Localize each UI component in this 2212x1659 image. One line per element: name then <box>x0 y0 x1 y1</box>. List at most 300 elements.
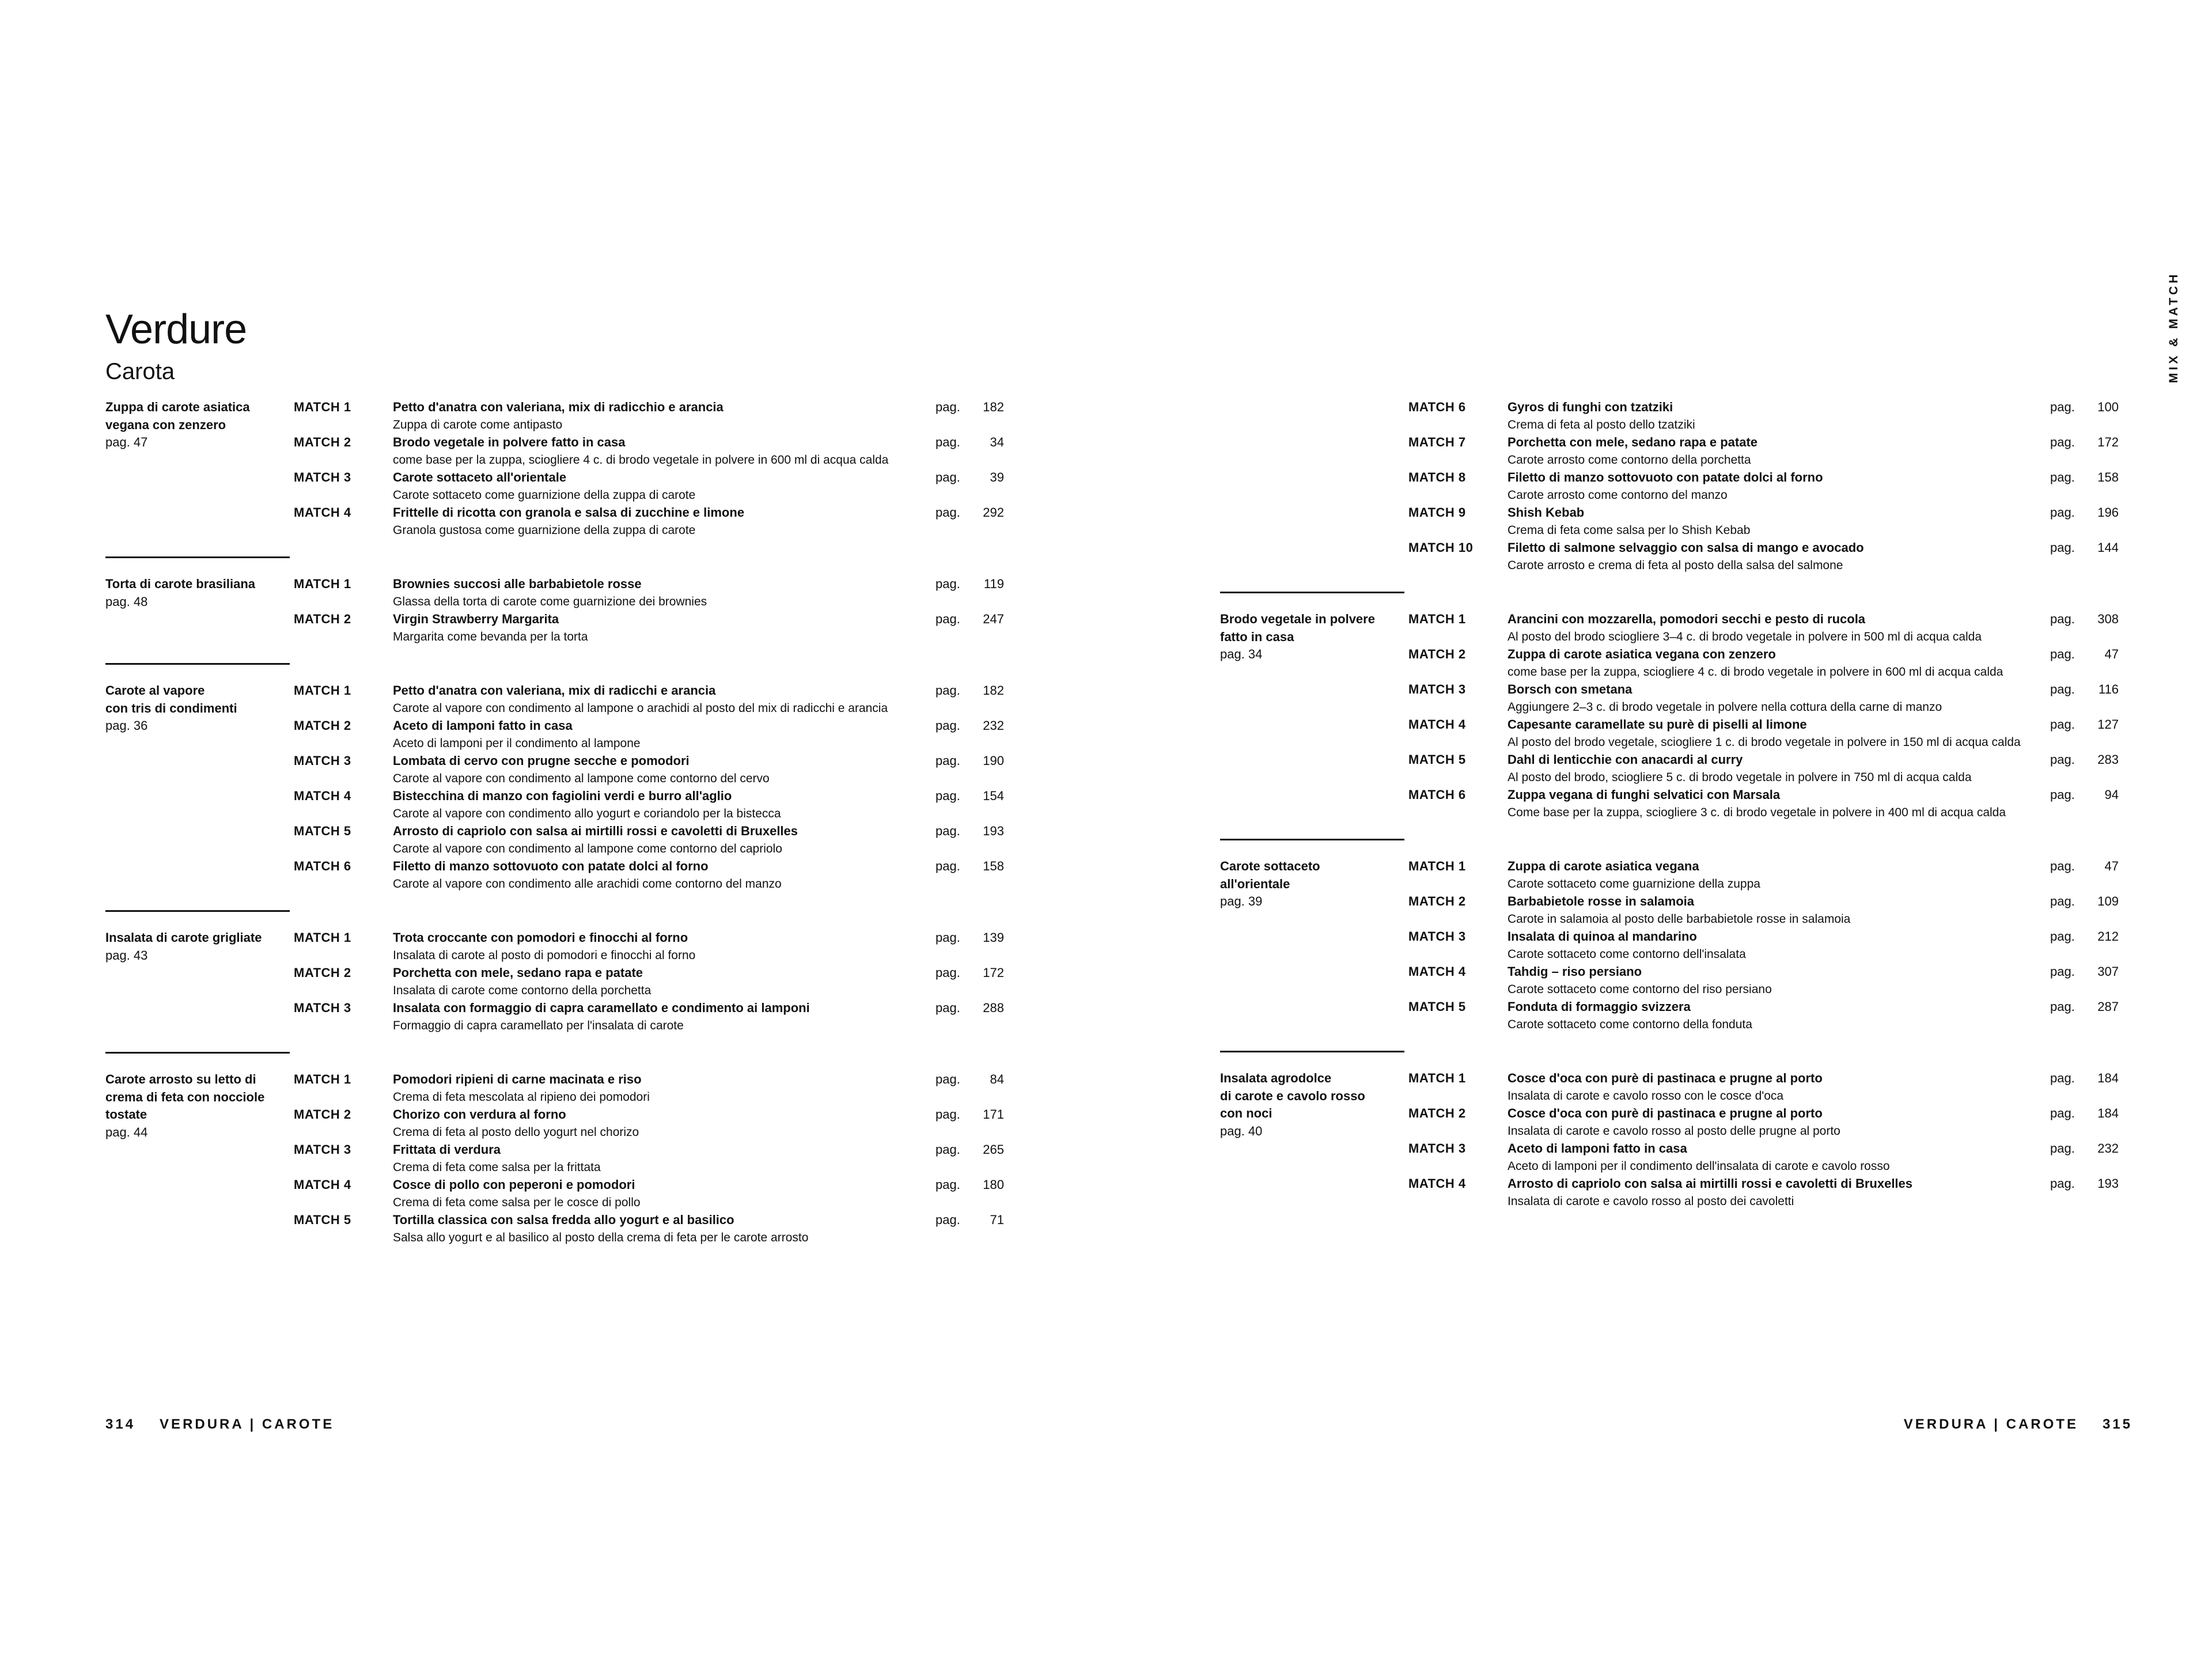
page-abbrev: pag. <box>2050 682 2075 696</box>
match-note: Crema di feta come salsa per lo Shish Kebab <box>1508 523 1751 537</box>
match-recipe-name: Dahl di lenticchie con anacardi al curry <box>1508 752 1743 767</box>
match-recipe-name: Arrosto di capriolo con salsa ai mirtilli rossi e cavoletti di Bruxelles <box>393 824 798 838</box>
match-recipe-name: Virgin Strawberry Margarita <box>393 612 559 626</box>
page-abbrev: pag. <box>2050 1071 2075 1085</box>
match-note: Insalata di carote e cavolo rosso al posto delle prugne al porto <box>1508 1124 1840 1138</box>
match-recipe-name: Arancini con mozzarella, pomodori secchi e pesto di rucola <box>1508 612 1866 626</box>
match-row <box>1408 716 2119 751</box>
match-row <box>294 752 1004 787</box>
match-row <box>1408 681 2119 716</box>
page-number: 34 <box>990 435 1004 449</box>
page-number: 116 <box>2098 682 2119 696</box>
page-number: 184 <box>2097 1106 2119 1120</box>
match-text <box>1508 1175 2043 1210</box>
match-text <box>393 787 929 823</box>
page-abbrev: pag. <box>2050 470 2075 484</box>
match-text <box>1508 963 2043 998</box>
match-note: Granola gustosa come guarnizione della zuppa di carote <box>393 523 696 537</box>
match-recipe-name: Pomodori ripieni di carne macinata e riso <box>393 1072 642 1086</box>
match-note: Carote al vapore con condimento al lampone come contorno del capriolo <box>393 842 782 855</box>
match-note: Carote al vapore con condimento al lampone o arachidi al posto del mix di radicchi e arancia <box>393 701 888 715</box>
page-number: 190 <box>983 753 1004 768</box>
recipe-block <box>105 399 1004 539</box>
match-text <box>1508 504 2043 539</box>
footer-section: VERDURA | CAROTE <box>1903 1416 2078 1432</box>
match-label: MATCH 6 <box>294 859 351 873</box>
match-row <box>294 1106 1004 1141</box>
match-text <box>1508 1105 2043 1140</box>
match-recipe-name: Trota croccante con pomodori e finocchi al forno <box>393 930 688 945</box>
page-abbrev: pag. <box>2050 400 2075 414</box>
match-row <box>1408 1175 2119 1210</box>
match-text <box>1508 858 2043 893</box>
match-note: Al posto del brodo vegetale, sciogliere 1 c. di brodo vegetale in polvere in 150 ml di acqua calda <box>1508 735 2021 749</box>
page-number: 171 <box>983 1107 1004 1122</box>
match-label: MATCH 3 <box>294 1142 351 1157</box>
match-recipe-name: Filetto di manzo sottovuoto con patate dolci al forno <box>1508 470 1823 484</box>
match-text <box>393 399 929 434</box>
match-row <box>1408 504 2119 539</box>
page-abbrev: pag. <box>2050 929 2075 944</box>
match-recipe-name: Insalata di quinoa al mandarino <box>1508 929 1697 944</box>
recipe-block <box>1220 399 2119 574</box>
page-abbrev: pag. <box>935 753 960 768</box>
match-row <box>294 999 1004 1035</box>
match-recipe-name: Aceto di lamponi fatto in casa <box>393 718 573 733</box>
page-abbrev: pag. <box>935 505 960 520</box>
page-number: 180 <box>983 1177 1004 1192</box>
page-number: 47 <box>2104 647 2119 661</box>
match-row <box>1408 539 2119 574</box>
match-label: MATCH 2 <box>1408 647 1466 661</box>
match-note: Insalata di carote e cavolo rosso con le cosce d'oca <box>1508 1089 1784 1103</box>
recipe-block <box>105 929 1004 1035</box>
match-recipe-name: Zuppa di carote asiatica vegana <box>1508 859 1699 873</box>
match-row <box>294 823 1004 858</box>
page-number: 247 <box>983 612 1004 626</box>
page-abbrev: pag. <box>935 435 960 449</box>
match-label: MATCH 1 <box>1408 612 1466 626</box>
match-text <box>1508 1070 2043 1105</box>
match-text <box>1508 1140 2043 1175</box>
section-divider <box>1220 839 1404 840</box>
match-recipe-name: Frittata di verdura <box>393 1142 501 1157</box>
match-recipe-name: Chorizo con verdura al forno <box>393 1107 566 1122</box>
match-note: Crema di feta al posto dello tzatziki <box>1508 418 1695 431</box>
match-label: MATCH 3 <box>1408 682 1466 696</box>
match-list <box>1408 611 2119 821</box>
page-number: 232 <box>2097 1141 2119 1156</box>
recipe-page-ref: pag. 39 <box>1220 894 1263 908</box>
match-note: Carote sottaceto come contorno del riso persiano <box>1508 982 1772 996</box>
match-label: MATCH 1 <box>294 930 351 945</box>
recipe-title: Carote al vapore con tris di condimenti <box>105 683 237 715</box>
match-text <box>393 1071 929 1106</box>
footer-section: VERDURA | CAROTE <box>160 1416 335 1432</box>
recipe-block <box>105 1071 1004 1247</box>
match-text <box>1508 539 2043 574</box>
section-divider <box>105 556 290 558</box>
match-row <box>1408 469 2119 504</box>
page-subtitle: Carota <box>105 359 175 385</box>
page-abbrev: pag. <box>2050 505 2075 520</box>
match-note: Carote arrosto come contorno della porchetta <box>1508 453 1751 467</box>
match-label: MATCH 9 <box>1408 505 1466 520</box>
match-recipe-name: Filetto di salmone selvaggio con salsa di mango e avocado <box>1508 540 1864 555</box>
match-text <box>393 611 929 646</box>
page-number: 158 <box>2097 470 2119 484</box>
page-abbrev: pag. <box>935 683 960 698</box>
match-label: MATCH 2 <box>1408 894 1466 908</box>
page-number: 119 <box>983 577 1004 591</box>
match-note: Glassa della torta di carote come guarnizione dei brownies <box>393 594 707 608</box>
section-divider <box>1220 1051 1404 1052</box>
match-recipe-name: Porchetta con mele, sedano rapa e patate <box>1508 435 1758 449</box>
match-row <box>294 964 1004 999</box>
match-text <box>393 504 929 539</box>
page-abbrev: pag. <box>2050 999 2075 1014</box>
match-row <box>1408 751 2119 786</box>
match-recipe-name: Porchetta con mele, sedano rapa e patate <box>393 965 643 980</box>
match-text <box>393 999 929 1035</box>
match-note: Carote sottaceto come contorno della fonduta <box>1508 1017 1752 1031</box>
section-divider <box>105 1052 290 1054</box>
match-recipe-name: Filetto di manzo sottovuoto con patate dolci al forno <box>393 859 709 873</box>
footer-left <box>105 1416 334 1433</box>
page-number: 158 <box>983 859 1004 873</box>
recipe-title: Carote sottaceto all'orientale <box>1220 859 1320 891</box>
match-note: Insalata di carote come contorno della porchetta <box>393 983 652 997</box>
match-recipe-name: Lombata di cervo con prugne secche e pomodori <box>393 753 690 768</box>
match-note: Zuppa di carote come antipasto <box>393 418 563 431</box>
match-text <box>393 1211 929 1247</box>
page-number: 308 <box>2097 612 2119 626</box>
match-note: Aceto di lamponi per il condimento dell'insalata di carote e cavolo rosso <box>1508 1159 1890 1173</box>
page-abbrev: pag. <box>2050 540 2075 555</box>
match-label: MATCH 3 <box>294 470 351 484</box>
match-row <box>1408 998 2119 1033</box>
match-note: Carote al vapore con condimento alle arachidi come contorno del manzo <box>393 877 782 891</box>
page-number: 288 <box>983 1001 1004 1015</box>
match-note: Salsa allo yogurt e al basilico al posto della crema di feta per le carote arrosto <box>393 1230 809 1244</box>
match-label: MATCH 4 <box>294 505 351 520</box>
match-recipe-name: Petto d'anatra con valeriana, mix di radicchio e arancia <box>393 400 724 414</box>
match-label: MATCH 4 <box>294 1177 351 1192</box>
recipe-page-ref: pag. 36 <box>105 718 148 733</box>
match-row <box>1408 963 2119 998</box>
match-recipe-name: Insalata con formaggio di capra caramellato e condimento ai lamponi <box>393 1001 810 1015</box>
page-number: 265 <box>983 1142 1004 1157</box>
match-note: come base per la zuppa, sciogliere 4 c. di brodo vegetale in polvere in 600 ml di acqua calda <box>1508 665 2003 679</box>
match-label: MATCH 1 <box>294 577 351 591</box>
page-number: 84 <box>990 1072 1004 1086</box>
page-number: 307 <box>2097 964 2119 979</box>
page-number: 212 <box>2097 929 2119 944</box>
match-text <box>393 717 929 752</box>
page-number: 172 <box>983 965 1004 980</box>
recipe-title: Zuppa di carote asiatica vegana con zenzero <box>105 400 250 432</box>
match-row <box>294 434 1004 469</box>
match-text <box>393 929 929 964</box>
page-abbrev: pag. <box>935 612 960 626</box>
recipe-page-ref: pag. 44 <box>105 1124 148 1139</box>
match-recipe-name: Cosce d'oca con purè di pastinaca e prugne al porto <box>1508 1071 1823 1085</box>
left-column <box>105 399 1004 1247</box>
match-recipe-name: Aceto di lamponi fatto in casa <box>1508 1141 1687 1156</box>
match-recipe-name: Zuppa di carote asiatica vegana con zenzero <box>1508 647 1776 661</box>
page-abbrev: pag. <box>935 965 960 980</box>
match-note: Aceto di lamponi per il condimento al lampone <box>393 736 641 750</box>
page-number: 232 <box>983 718 1004 733</box>
recipe-block <box>105 682 1004 893</box>
match-note: Carote sottaceto come guarnizione della zuppa di carote <box>393 488 696 502</box>
match-text <box>393 1141 929 1176</box>
page-number: 292 <box>983 505 1004 520</box>
match-recipe-name: Shish Kebab <box>1508 505 1585 520</box>
match-note: Carote in salamoia al posto delle barbabietole rosse in salamoia <box>1508 912 1851 926</box>
match-note: Crema di feta mescolata al ripieno dei pomodori <box>393 1090 650 1104</box>
page-number: 139 <box>983 930 1004 945</box>
page-abbrev: pag. <box>2050 964 2075 979</box>
match-note: Carote sottaceto come guarnizione della zuppa <box>1508 877 1760 891</box>
match-recipe-name: Tortilla classica con salsa fredda allo yogurt e al basilico <box>393 1213 734 1227</box>
match-label: MATCH 2 <box>294 612 351 626</box>
match-row <box>294 611 1004 646</box>
match-label: MATCH 6 <box>1408 787 1466 802</box>
match-text <box>393 682 929 717</box>
match-row <box>1408 434 2119 469</box>
match-text <box>1508 646 2043 681</box>
page-number: 193 <box>2097 1176 2119 1191</box>
match-row <box>1408 611 2119 646</box>
page-abbrev: pag. <box>2050 612 2075 626</box>
match-row <box>1408 399 2119 434</box>
side-tab-label: MIX & MATCH <box>2167 271 2180 383</box>
recipe-block <box>1220 611 2119 821</box>
page-abbrev: pag. <box>935 789 960 803</box>
match-text <box>1508 399 2043 434</box>
page-number: 71 <box>990 1213 1004 1227</box>
page-abbrev: pag. <box>2050 717 2075 732</box>
page-number: 47 <box>2104 859 2119 873</box>
match-text <box>393 1176 929 1211</box>
match-row <box>294 399 1004 434</box>
match-label: MATCH 1 <box>294 683 351 698</box>
match-note: Al posto del brodo sciogliere 3–4 c. di brodo vegetale in polvere in 500 ml di acqua calda <box>1508 630 1982 643</box>
page-abbrev: pag. <box>2050 647 2075 661</box>
footer-right <box>1904 1416 2133 1433</box>
footer-page-number: 314 <box>105 1416 136 1432</box>
page-abbrev: pag. <box>2050 435 2075 449</box>
match-row <box>1408 646 2119 681</box>
match-label: MATCH 5 <box>1408 752 1466 767</box>
match-row <box>1408 1070 2119 1105</box>
match-text <box>1508 786 2043 821</box>
match-text <box>1508 469 2043 504</box>
match-label: MATCH 4 <box>1408 717 1466 732</box>
page-number: 182 <box>983 400 1004 414</box>
match-note: come base per la zuppa, sciogliere 4 c. di brodo vegetale in polvere in 600 ml di acqua calda <box>393 453 889 467</box>
match-note: Crema di feta al posto dello yogurt nel chorizo <box>393 1125 639 1139</box>
match-row <box>1408 858 2119 893</box>
page-abbrev: pag. <box>2050 1141 2075 1156</box>
match-list <box>1408 399 2119 574</box>
page-abbrev: pag. <box>2050 752 2075 767</box>
match-list <box>294 1071 1004 1247</box>
match-list <box>294 575 1004 646</box>
match-label: MATCH 2 <box>294 965 351 980</box>
match-recipe-name: Petto d'anatra con valeriana, mix di radicchi e arancia <box>393 683 716 698</box>
match-text <box>393 964 929 999</box>
section-divider <box>1220 592 1404 593</box>
match-note: Crema di feta come salsa per le cosce di pollo <box>393 1195 641 1209</box>
recipe-title: Brodo vegetale in polvere fatto in casa <box>1220 612 1375 644</box>
recipe-heading <box>105 682 284 735</box>
match-recipe-name: Cosce d'oca con purè di pastinaca e prugne al porto <box>1508 1106 1823 1120</box>
match-recipe-name: Carote sottaceto all'orientale <box>393 470 567 484</box>
recipe-page-ref: pag. 47 <box>105 435 148 449</box>
recipe-heading <box>105 1071 284 1141</box>
match-row <box>1408 1140 2119 1175</box>
match-text <box>393 858 929 893</box>
page-abbrev: pag. <box>935 1072 960 1086</box>
match-list <box>1408 858 2119 1033</box>
match-text <box>1508 893 2043 928</box>
match-label: MATCH 4 <box>1408 964 1466 979</box>
match-label: MATCH 1 <box>294 400 351 414</box>
match-text <box>1508 611 2043 646</box>
match-note: Formaggio di capra caramellato per l'insalata di carote <box>393 1018 684 1032</box>
match-recipe-name: Cosce di pollo con peperoni e pomodori <box>393 1177 635 1192</box>
match-note: Insalata di carote e cavolo rosso al posto dei cavoletti <box>1508 1194 1794 1208</box>
recipe-heading <box>105 929 284 964</box>
page-number: 109 <box>2097 894 2119 908</box>
match-row <box>1408 893 2119 928</box>
match-text <box>393 469 929 504</box>
page-abbrev: pag. <box>935 1107 960 1122</box>
section-divider <box>105 663 290 665</box>
match-label: MATCH 2 <box>294 1107 351 1122</box>
match-note: Carote sottaceto come contorno dell'insalata <box>1508 947 1746 961</box>
page-abbrev: pag. <box>935 470 960 484</box>
match-label: MATCH 2 <box>294 435 351 449</box>
match-recipe-name: Arrosto di capriolo con salsa ai mirtilli rossi e cavoletti di Bruxelles <box>1508 1176 1913 1191</box>
recipe-heading <box>1220 1070 1399 1140</box>
match-text <box>1508 751 2043 786</box>
page-number: 94 <box>2104 787 2119 802</box>
match-note: Insalata di carote al posto di pomodori e finocchi al forno <box>393 948 696 962</box>
match-row <box>294 469 1004 504</box>
match-row <box>294 717 1004 752</box>
right-column <box>1220 399 2119 1210</box>
recipe-page-ref: pag. 48 <box>105 594 148 609</box>
section-divider <box>105 910 290 912</box>
match-row <box>294 575 1004 611</box>
page-abbrev: pag. <box>935 1142 960 1157</box>
match-label: MATCH 5 <box>1408 999 1466 1014</box>
page-abbrev: pag. <box>935 400 960 414</box>
page-number: 184 <box>2097 1071 2119 1085</box>
match-text <box>393 434 929 469</box>
match-label: MATCH 2 <box>1408 1106 1466 1120</box>
match-label: MATCH 4 <box>1408 1176 1466 1191</box>
page-number: 287 <box>2097 999 2119 1014</box>
match-list <box>294 682 1004 893</box>
match-note: Carote arrosto e crema di feta al posto della salsa del salmone <box>1508 558 1843 572</box>
match-recipe-name: Frittelle di ricotta con granola e salsa di zucchine e limone <box>393 505 745 520</box>
page-abbrev: pag. <box>935 1177 960 1192</box>
recipe-page-ref: pag. 43 <box>105 948 148 963</box>
page-abbrev: pag. <box>935 718 960 733</box>
match-label: MATCH 5 <box>294 824 351 838</box>
recipe-page-ref: pag. 34 <box>1220 647 1263 661</box>
match-note: Carote al vapore con condimento allo yogurt e coriandolo per la bistecca <box>393 806 781 820</box>
match-text <box>393 1106 929 1141</box>
match-recipe-name: Borsch con smetana <box>1508 682 1633 696</box>
match-note: Carote arrosto come contorno del manzo <box>1508 488 1728 502</box>
recipe-block <box>1220 858 2119 1033</box>
recipe-title: Carote arrosto su letto di crema di feta con nocciole tostate <box>105 1072 265 1122</box>
match-recipe-name: Barbabietole rosse in salamoia <box>1508 894 1695 908</box>
match-label: MATCH 2 <box>294 718 351 733</box>
page-number: 172 <box>2097 435 2119 449</box>
match-row <box>1408 1105 2119 1140</box>
match-text <box>1508 681 2043 716</box>
match-label: MATCH 4 <box>294 789 351 803</box>
page-abbrev: pag. <box>935 1213 960 1227</box>
match-row <box>294 1176 1004 1211</box>
match-recipe-name: Capesante caramellate su purè di piselli al limone <box>1508 717 1807 732</box>
page-abbrev: pag. <box>935 859 960 873</box>
match-recipe-name: Brownies succosi alle barbabietole rosse <box>393 577 642 591</box>
page-number: 39 <box>990 470 1004 484</box>
match-label: MATCH 10 <box>1408 540 1474 555</box>
match-label: MATCH 3 <box>294 753 351 768</box>
match-recipe-name: Zuppa vegana di funghi selvatici con Marsala <box>1508 787 1781 802</box>
match-label: MATCH 3 <box>1408 1141 1466 1156</box>
match-label: MATCH 5 <box>294 1213 351 1227</box>
footer-page-number: 315 <box>2102 1416 2133 1432</box>
page-abbrev: pag. <box>2050 894 2075 908</box>
match-row <box>294 858 1004 893</box>
match-recipe-name: Brodo vegetale in polvere fatto in casa <box>393 435 626 449</box>
recipe-block <box>105 575 1004 646</box>
match-recipe-name: Bistecchina di manzo con fagiolini verdi e burro all'aglio <box>393 789 732 803</box>
match-row <box>1408 928 2119 963</box>
match-row <box>294 1071 1004 1106</box>
page-title: Verdure <box>105 306 247 353</box>
recipe-title: Insalata agrodolce di carote e cavolo rosso con noci <box>1220 1071 1365 1120</box>
match-recipe-name: Gyros di funghi con tzatziki <box>1508 400 1673 414</box>
recipe-title: Torta di carote brasiliana <box>105 577 256 591</box>
page-abbrev: pag. <box>935 930 960 945</box>
page-number: 283 <box>2097 752 2119 767</box>
match-row <box>294 682 1004 717</box>
page-number: 127 <box>2097 717 2119 732</box>
page-number: 100 <box>2097 400 2119 414</box>
match-note: Crema di feta come salsa per la frittata <box>393 1160 601 1174</box>
match-note: Carote al vapore con condimento al lampone come contorno del cervo <box>393 771 770 785</box>
page-abbrev: pag. <box>935 1001 960 1015</box>
recipe-title: Insalata di carote grigliate <box>105 930 262 945</box>
page-number: 154 <box>983 789 1004 803</box>
match-note: Come base per la zuppa, sciogliere 3 c. di brodo vegetale in polvere in 400 ml di acqua calda <box>1508 805 2006 819</box>
match-row <box>1408 786 2119 821</box>
match-row <box>294 1211 1004 1247</box>
page-abbrev: pag. <box>2050 1176 2075 1191</box>
match-label: MATCH 1 <box>1408 859 1466 873</box>
match-text <box>1508 998 2043 1033</box>
